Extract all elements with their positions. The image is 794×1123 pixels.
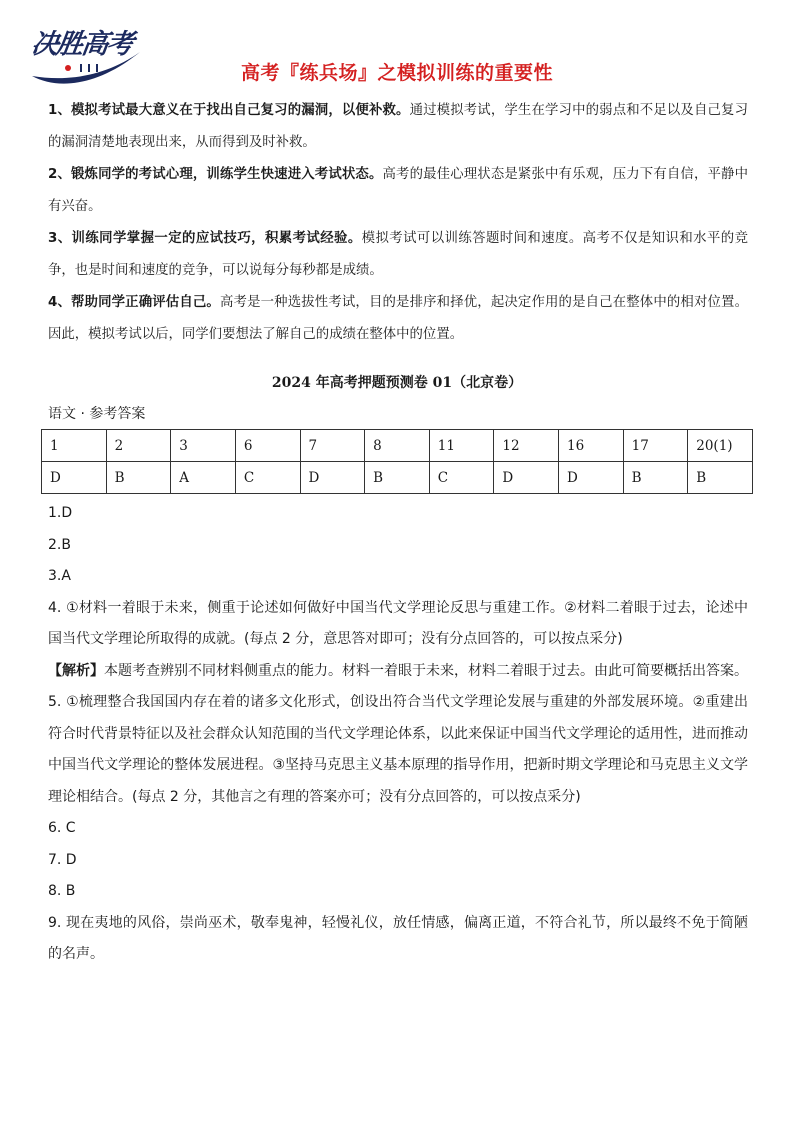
- analysis-tag: 【解析】: [48, 662, 104, 679]
- question-number-cell: 16: [559, 430, 624, 462]
- question-number-cell: 2: [106, 430, 171, 462]
- answer-line: 7. D: [48, 851, 77, 868]
- intro-paragraph: [48, 223, 748, 287]
- intro-paragraph: [48, 95, 748, 159]
- intro-section: [48, 95, 748, 351]
- question-number-cell: 17: [623, 430, 688, 462]
- answer-line: 6. C: [48, 820, 76, 836]
- intro-bold-lead: 1、模拟考试最大意义在于找出自己复习的漏洞，以便补救。: [48, 103, 410, 118]
- answer-cell: D: [300, 462, 365, 494]
- answer-line: 5. ①梳理整合我国国内存在着的诸多文化形式，创设出符合当代文学理论发展与重建的外部发展环境。②重建出符合时代背景特征以及社会群众认知范围的当代文学理论体系，以此来保证中国当代文学理论的适用性，进而推动中国当代文学理论的整体发展进程。③坚持马克思主义基本原理的指导作用，把新时期文学理论和马克思主义文学理论相结合。(每点 2 分，其他言之有理的答案亦可；没有分点回答的，可以按点采分): [48, 694, 748, 805]
- question-number-row: [42, 430, 753, 462]
- answer-row: [42, 462, 753, 494]
- question-number-cell: 20(1): [688, 430, 753, 462]
- answer-line: 4. ①材料一着眼于未来，侧重于论述如何做好中国当代文学理论反思与重建工作。②材料二着眼于过去，论述中国当代文学理论所取得的成就。(每点 2 分，意思答对即可；没有分点回答的，可以按点采分): [48, 599, 748, 647]
- question-number-cell: 3: [171, 430, 236, 462]
- intro-text: 通过模拟考试，学生在学习中的弱点和不足以及自己复习的漏洞清楚地表现出来，从而得到及时补救。: [48, 103, 748, 150]
- answers-section: [48, 498, 748, 971]
- question-number-cell: 7: [300, 430, 365, 462]
- intro-bold-lead: 4、帮助同学正确评估自己。: [48, 295, 220, 310]
- answer-table: [41, 429, 753, 494]
- logo-text: 决胜高考: [29, 29, 134, 60]
- answer-cell: D: [559, 462, 624, 494]
- intro-paragraph: [48, 287, 748, 351]
- question-number-cell: 12: [494, 430, 559, 462]
- intro-bold-lead: 3、训练同学掌握一定的应试技巧，积累考试经验。: [48, 231, 362, 246]
- analysis-line: [48, 656, 748, 688]
- intro-bold-lead: 2、锻炼同学的考试心理，训练学生快速进入考试状态。: [48, 167, 383, 182]
- question-number-cell: 1: [42, 430, 107, 462]
- intro-text: 模拟考试可以训练答题时间和速度。高考不仅是知识和水平的竞争，也是时间和速度的竞争，可以说每分每秒都是成绩。: [48, 231, 748, 278]
- intro-text: 高考的最佳心理状态是紧张中有乐观，压力下有自信，平静中有兴奋。: [48, 167, 748, 214]
- answer-cell: D: [42, 462, 107, 494]
- answer-line: 8. B: [48, 883, 76, 899]
- answer-cell: B: [688, 462, 753, 494]
- exam-title: 2024 年高考押题预测卷 01（北京卷）: [271, 375, 523, 391]
- answer-cell: B: [106, 462, 171, 494]
- question-number-cell: 8: [365, 430, 430, 462]
- answer-cell: A: [171, 462, 236, 494]
- question-number-cell: 11: [429, 430, 494, 462]
- answer-line: 9. 现在夷地的风俗，崇尚巫术，敬奉鬼神，轻慢礼仪，放任情感，偏离正道，不符合礼节，所以最终不免于简陋的名声。: [48, 914, 748, 962]
- answer-cell: B: [623, 462, 688, 494]
- answer-cell: D: [494, 462, 559, 494]
- question-number-cell: 6: [235, 430, 300, 462]
- answer-cell: B: [365, 462, 430, 494]
- answer-cell: C: [429, 462, 494, 494]
- intro-text: 高考是一种选拔性考试，目的是排序和择优，起决定作用的是自己在整体中的相对位置。因此，模拟考试以后，同学们要想法了解自己的成绩在整体中的位置。: [48, 295, 748, 342]
- analysis-text: 本题考查辨别不同材料侧重点的能力。材料一着眼于未来，材料二着眼于过去。由此可简要概括出答案。: [104, 662, 748, 679]
- answer-line: 2.B: [48, 536, 71, 553]
- subject-label: 语文 · 参考答案: [48, 406, 146, 422]
- answer-line: 1.D: [48, 505, 73, 521]
- answer-cell: C: [235, 462, 300, 494]
- answer-line: 3.A: [48, 568, 71, 584]
- intro-paragraph: [48, 159, 748, 223]
- page-title: 高考『练兵场』之模拟训练的重要性: [240, 62, 553, 84]
